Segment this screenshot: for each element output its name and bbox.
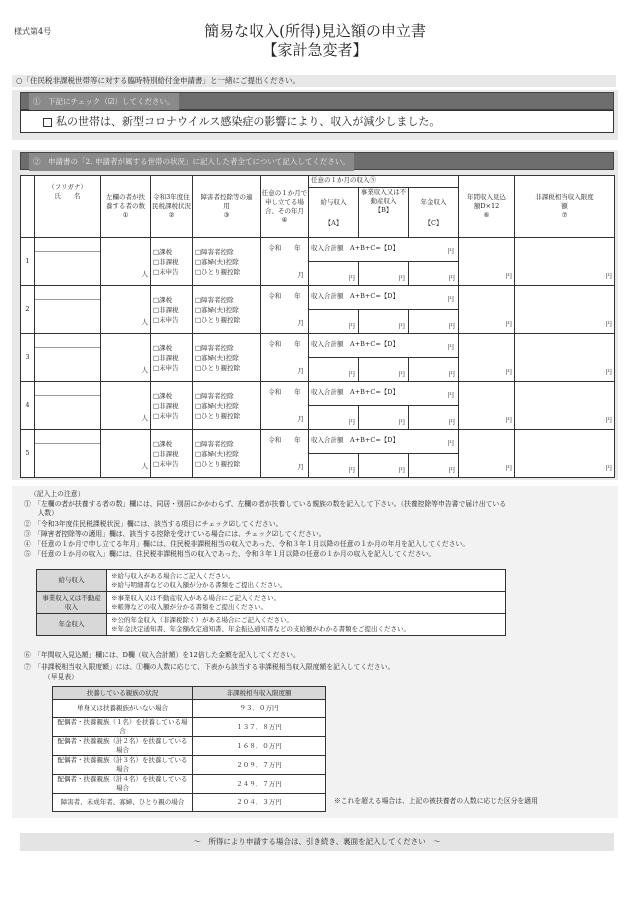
annual-cell[interactable]: 円 <box>459 382 515 430</box>
note-item-7: ⑦ 「非課税相当収入限度額」には、①欄の人数に応じて、下表から該当する非課税相当収入限度額を記入してください。 <box>24 663 395 671</box>
name-cell[interactable] <box>35 334 101 382</box>
deduction-cell[interactable]: □障害者控除 □寡婦(夫)控除 □ひとり親控除 <box>193 382 261 430</box>
section1-header: ① 下記にチェック（☑）してください。 <box>20 92 614 110</box>
annual-cell[interactable]: 円 <box>459 238 515 286</box>
header-month: 任意の１か月で申し立てる場合、その年月 ④ <box>261 176 309 238</box>
header-pension: 年金収入 <box>420 198 447 206</box>
page-title: 簡易な収入(所得)見込額の申立書 <box>204 22 426 40</box>
note-item-3: ③ 「障害者控除等の適用」欄は、該当する控除を受けている場合には、チェック☑してください。 <box>24 530 326 538</box>
month-cell[interactable]: 令和 年 月 <box>261 238 309 286</box>
header-salary: 給与収入 <box>320 198 347 206</box>
note-item-1b: 人数） <box>24 509 58 517</box>
note-item-1: ① 「左欄の者が扶養する者の数」欄には、同居・別居にかかわらず、左欄の者が扶養している親族の数を記入して下さい。（扶養控除等申告書で届け出ている <box>24 500 507 508</box>
dependents-cell[interactable]: 人 <box>101 238 151 286</box>
section2-header: ② 申請書の「2. 申請者が属する世帯の状況」に記入した者全てについて記入してください。 <box>20 152 614 170</box>
row-number: 2 <box>21 286 35 334</box>
income-type-label: 事業収入又は不動産収入 <box>37 592 107 614</box>
dependents-cell[interactable]: 人 <box>101 430 151 478</box>
header-income: 任意の１か月の収入⑤ 給与収入 【A】 事業収入又は不動産収入 【B】 年金収入 【C】 <box>309 176 459 238</box>
limit-cell[interactable]: 円 <box>515 286 615 334</box>
deduction-cell[interactable]: □障害者控除 □寡婦(夫)控除 □ひとり親控除 <box>193 238 261 286</box>
notes-heading: （記入上の注意） <box>30 490 85 498</box>
deduction-cell[interactable]: □障害者控除 □寡婦(夫)控除 □ひとり親控除 <box>193 286 261 334</box>
form-number: 様式第4号 <box>14 27 52 36</box>
annual-cell[interactable]: 円 <box>459 334 515 382</box>
dependents-cell[interactable]: 人 <box>101 334 151 382</box>
income-cell[interactable]: 収入合計額 A+B+C=【D】 円 円 円 円 <box>309 430 459 478</box>
annual-cell[interactable]: 円 <box>459 286 515 334</box>
income-type-label: 給与収入 <box>37 570 107 592</box>
note-item-6: ⑥ 「年間収入見込額」欄には、D欄（収入合計額）を12倍した金額を記入してください。 <box>24 651 300 659</box>
limit-cell[interactable]: 円 <box>515 238 615 286</box>
tax-status-cell[interactable]: □課税 □非課税 □未申告 <box>151 238 193 286</box>
income-type-label: 年金収入 <box>37 614 107 636</box>
row-number: 1 <box>21 238 35 286</box>
name-cell[interactable] <box>35 430 101 478</box>
header-dependents: 左欄の者が扶養する者の数 ① <box>101 176 151 238</box>
header-deduction: 障害者控除等の適用 ③ <box>193 176 261 238</box>
row-number: 3 <box>21 334 35 382</box>
dependents-cell[interactable]: 人 <box>101 286 151 334</box>
income-cell[interactable]: 収入合計額 A+B+C=【D】 円 円 円 円 <box>309 238 459 286</box>
section1-checkbox[interactable] <box>43 118 52 127</box>
income-type-table: 給与収入 ※給与収入がある場合にご記入ください。 ※給与明細書などの収入額が分かる書類をご提出ください。 事業収入又は不動産収入 ※事業収入又は不動産収入がある場合にご記入ください。 ※帳簿などの収入額が分かる書類をご提出ください。 年金収入 ※公的年金収入（非課税除く）がある場合にご記入ください。 ※年金決定通知書、年金額改定通知書、年金振込通知書などの支給額がわかる書類をご提出ください。 <box>36 569 506 636</box>
household-row <box>21 238 615 286</box>
household-row <box>21 430 615 478</box>
header-business: 事業収入又は不動産収入 <box>360 188 407 205</box>
dependents-cell[interactable]: 人 <box>101 382 151 430</box>
month-cell[interactable]: 令和 年 月 <box>261 382 309 430</box>
household-row <box>21 286 615 334</box>
header-tax-status: 令和3年度住民税課税状況 ② <box>151 176 193 238</box>
income-cell[interactable]: 収入合計額 A+B+C=【D】 円 円 円 円 <box>309 382 459 430</box>
header-annual: 年間収入見込額D×12 ⑥ <box>459 176 515 238</box>
income-cell[interactable]: 収入合計額 A+B+C=【D】 円 円 円 円 <box>309 286 459 334</box>
income-cell[interactable]: 収入合計額 A+B+C=【D】 円 円 円 円 <box>309 334 459 382</box>
month-cell[interactable]: 令和 年 月 <box>261 430 309 478</box>
section1-statement-row <box>20 110 614 133</box>
household-row <box>21 382 615 430</box>
deduction-cell[interactable]: □障害者控除 □寡婦(夫)控除 □ひとり親控除 <box>193 430 261 478</box>
header-name: （フリガナ） 氏 名 <box>35 176 101 238</box>
section1-statement: 私の世帯は、新型コロナウイルス感染症の影響により、収入が減少しました。 <box>56 115 441 128</box>
tax-status-cell[interactable]: □課税 □非課税 □未申告 <box>151 382 193 430</box>
quick-header-status: 扶養している親族の状況 <box>53 687 193 700</box>
deduction-cell[interactable]: □障害者控除 □寡婦(夫)控除 □ひとり親控除 <box>193 334 261 382</box>
header-limit: 非課税相当収入限度額 ⑦ <box>515 176 615 238</box>
page-subtitle: 【家計急変者】 <box>262 41 368 59</box>
household-table <box>20 175 615 478</box>
limit-cell[interactable]: 円 <box>515 334 615 382</box>
note-item-5: ⑤ 「任意の１か月の収入」欄には、住民税非課税相当の収入であった、令和３年１月以降の任意の１か月の収入を記入してください。 <box>24 550 436 558</box>
month-cell[interactable]: 令和 年 月 <box>261 334 309 382</box>
row-number: 5 <box>21 430 35 478</box>
header-blank <box>21 176 35 238</box>
quick-table-label: （早見表） <box>44 673 78 681</box>
quick-header-limit: 非課税相当収入限度額 <box>193 687 326 700</box>
tax-status-cell[interactable]: □課税 □非課税 □未申告 <box>151 334 193 382</box>
limit-cell[interactable]: 円 <box>515 430 615 478</box>
month-cell[interactable]: 令和 年 月 <box>261 286 309 334</box>
quick-footnote: ※これを超える場合は、上記の被扶養者の人数に応じた区分を適用 <box>334 797 538 805</box>
quick-table: 扶養している親族の状況 非課税相当収入限度額 単身又は扶養親族がいない場合 ９３．０万円 配偶者・扶養親族（１名）を扶養している場合 １３７．８万円 配偶者・扶養親族（計２名）を扶養している場合 １６８．０万円 配偶者・扶養親族（計３名）を扶養している場合 ２０９．７万円 配偶者・扶養親族（計４名）を扶養している場合 ２４９．７万円 障害者、未成年者、寡婦、ひとり親の場合 ２０４．３万円 <box>52 686 326 812</box>
household-row <box>21 334 615 382</box>
note-item-2: ② 「令和3年度住民税課税状況」欄には、該当する項目にチェック☑してください。 <box>24 520 283 528</box>
limit-cell[interactable]: 円 <box>515 382 615 430</box>
name-cell[interactable] <box>35 286 101 334</box>
tax-status-cell[interactable]: □課税 □非課税 □未申告 <box>151 430 193 478</box>
note-item-4: ④ 「任意の１か月で申し立てる年月」欄には、住民税非課税相当の収入であった、令和３年１月以降の任意の１か月の年月を記入してください。 <box>24 540 470 548</box>
tax-status-cell[interactable]: □課税 □非課税 □未申告 <box>151 286 193 334</box>
row-number: 4 <box>21 382 35 430</box>
name-cell[interactable] <box>35 238 101 286</box>
intro-note: ○「住民税非課税世帯等に対する臨時特別給付金申請書」と一緒にご提出ください。 <box>12 75 616 87</box>
footer-note: ～ 所得により申請する場合は、引き続き、裏面を記入してください ～ <box>20 833 614 851</box>
annual-cell[interactable]: 円 <box>459 430 515 478</box>
name-cell[interactable] <box>35 382 101 430</box>
